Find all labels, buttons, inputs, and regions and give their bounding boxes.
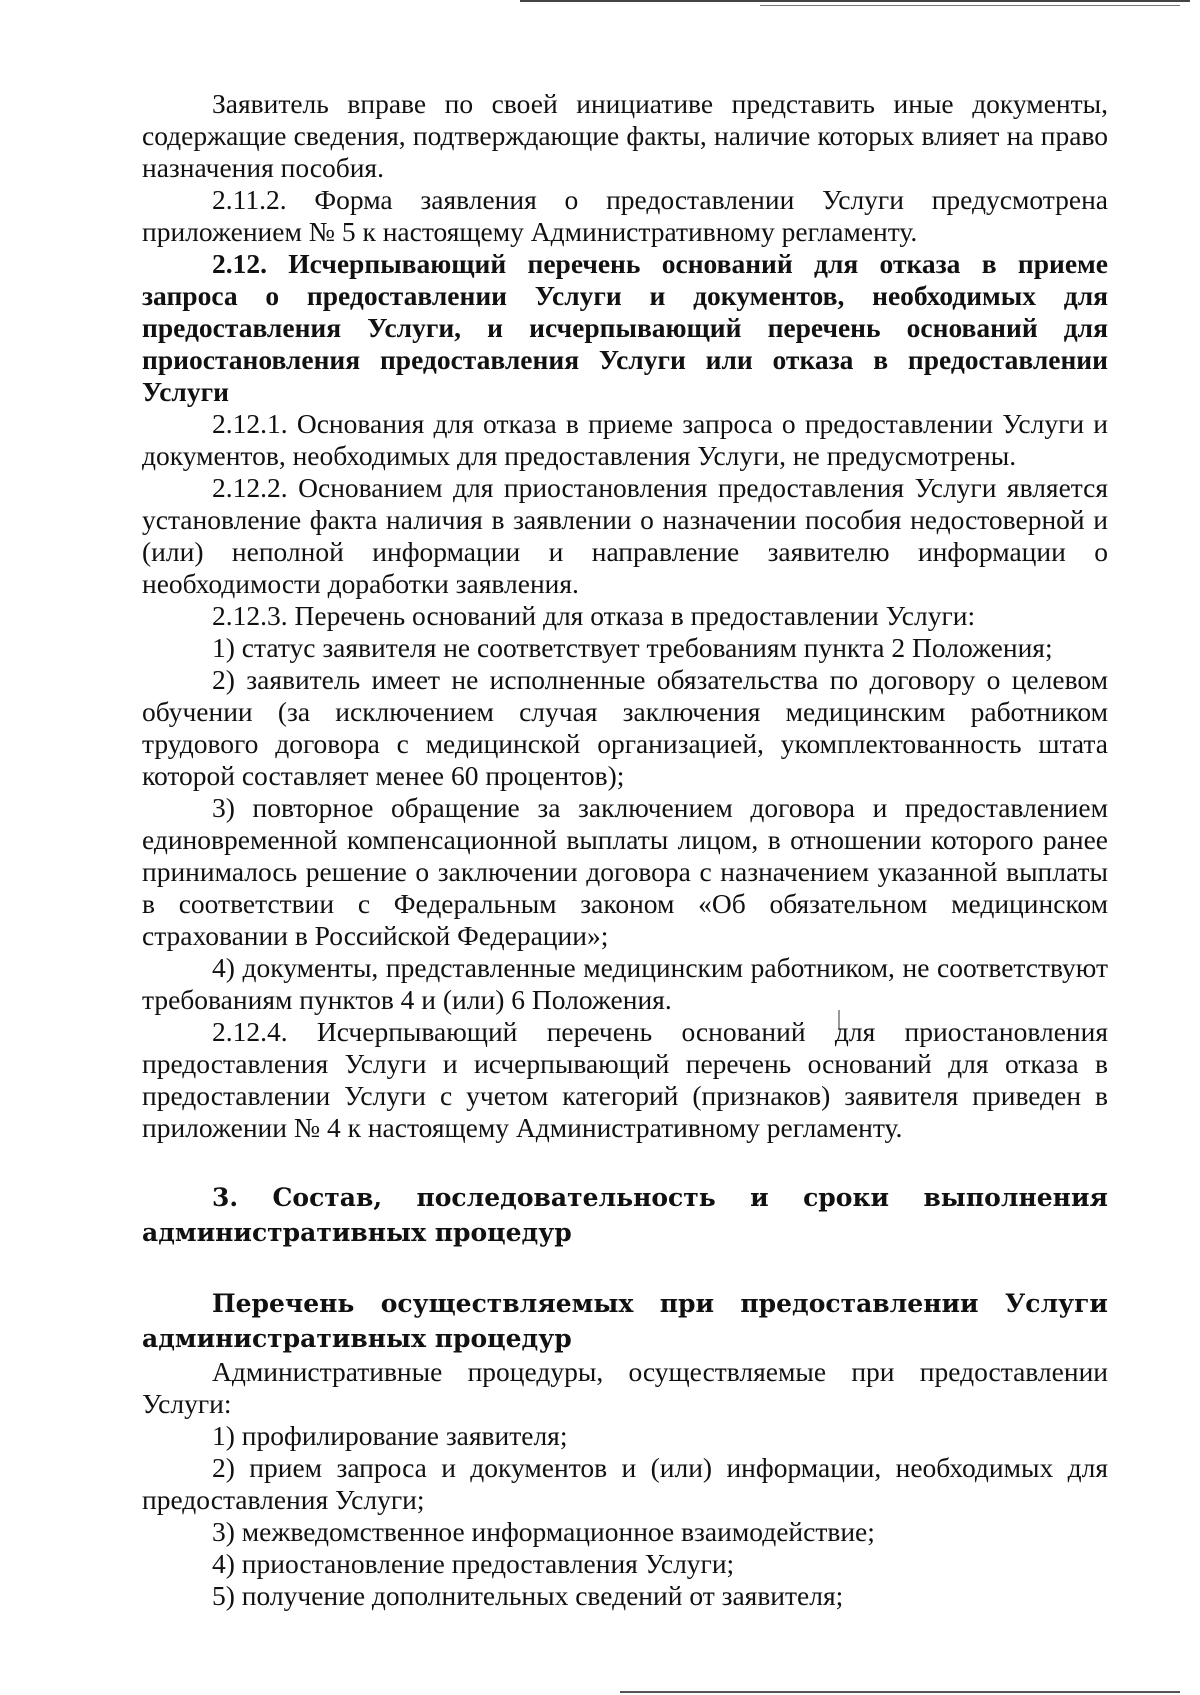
subsection-word: при [659,1289,715,1318]
section-3-heading-line-2: административных процедур [142,1218,572,1247]
subsection-word: Услуги [1004,1289,1108,1318]
list-item-refusal-2: 2) заявитель имеет не исполненные обязательства по договору о целевом обучении (за исключением случая заключения медицинским работником трудового договора с медицинской организацией, укомплектованность штата которой составляет менее 60 процентов); [142,664,1108,791]
paragraph-2-12-1: 2.12.1. Основания для отказа в приеме запроса о предоставлении Услуги и документов, необходимых для предоставления Услуги, не предусмотрены. [142,408,1108,471]
scan-edge-top-secondary [760,5,1180,6]
document-page [142,88,1108,1612]
section-3-word: последовательность [416,1183,716,1212]
subsection-heading-line-1 [142,1286,1108,1321]
heading-2-12: 2.12. Исчерпывающий перечень оснований для отказа в приеме запроса о предоставлении Услуги и документов, необходимых для предоставления Услуги, и исчерпывающий перечень оснований для приостановления предоставления Услуги или отказа в предоставлении Услуги [142,248,1108,407]
paragraph-2-12-3: 2.12.3. Перечень оснований для отказа в предоставлении Услуги: [212,600,976,631]
paragraph-2-12-4: 2.12.4. Исчерпывающий перечень оснований для приостановления предоставления Услуги и исчерпывающий перечень оснований для отказа в предоставлении Услуги с учетом категорий (признаков) заявителя приведен в приложении № 4 к настоящему Административному регламенту. [142,1016,1108,1143]
list-item-refusal-4: 4) документы, представленные медицинским работником, не соответствуют требованиям пунктов 4 и (или) 6 Положения. [142,952,1108,1015]
section-3-word: сроки [803,1183,890,1212]
list-item-refusal-1: 1) статус заявителя не соответствует требованиям пункта 2 Положения; [212,632,1053,663]
section-3-heading-line-1 [142,1180,1108,1215]
paragraph-procedures-intro: Административные процедуры, осуществляемые при предоставлении Услуги: [142,1356,1108,1419]
subsection-heading [142,1286,1108,1356]
scan-edge-bottom [620,1691,1180,1693]
subsection-heading-line-2: административных процедур [142,1324,572,1353]
section-3-word: выполнения [923,1183,1108,1212]
list-item-procedure-5: 5) получение дополнительных сведений от заявителя; [212,1580,844,1611]
section-3-word: Состав, [272,1183,383,1212]
scan-edge-top [520,0,1190,2]
paragraph-2-12-2: 2.12.2. Основанием для приостановления предоставления Услуги является установление факта наличия в заявлении о назначении пособия недостоверной и (или) неполной информации и направление заявителю информации о необходимости доработки заявления. [142,472,1108,599]
list-item-procedure-4: 4) приостановление предоставления Услуги; [212,1548,735,1579]
section-3-heading [142,1180,1108,1250]
list-item-procedure-2: 2) прием запроса и документов и (или) информации, необходимых для предоставления Услуги; [142,1452,1108,1515]
list-item-procedure-3: 3) межведомственное информационное взаимодействие; [212,1516,875,1547]
paragraph-2-11-2: 2.11.2. Форма заявления о предоставлении Услуги предусмотрена приложением № 5 к настоящему Административному регламенту. [142,184,1108,247]
paragraph-right-to-submit: Заявитель вправе по своей инициативе представить иные документы, содержащие сведения, подтверждающие факты, наличие которых влияет на право назначения пособия. [142,88,1108,183]
section-3-word: и [750,1183,769,1212]
list-item-procedure-1: 1) профилирование заявителя; [212,1420,568,1451]
subsection-word: предоставлении [740,1289,979,1318]
section-3-word: 3. [212,1183,239,1212]
subsection-word: осуществляемых [380,1289,634,1318]
subsection-word: Перечень [212,1289,355,1318]
list-item-refusal-3: 3) повторное обращение за заключением договора и предоставлением единовременной компенсационной выплаты лицом, в отношении которого ранее принималось решение о заключении договора с назначением указанной выплаты в соответствии с Федеральным законом «Об обязательном медицинском страховании в Российской Федерации»; [142,792,1108,951]
